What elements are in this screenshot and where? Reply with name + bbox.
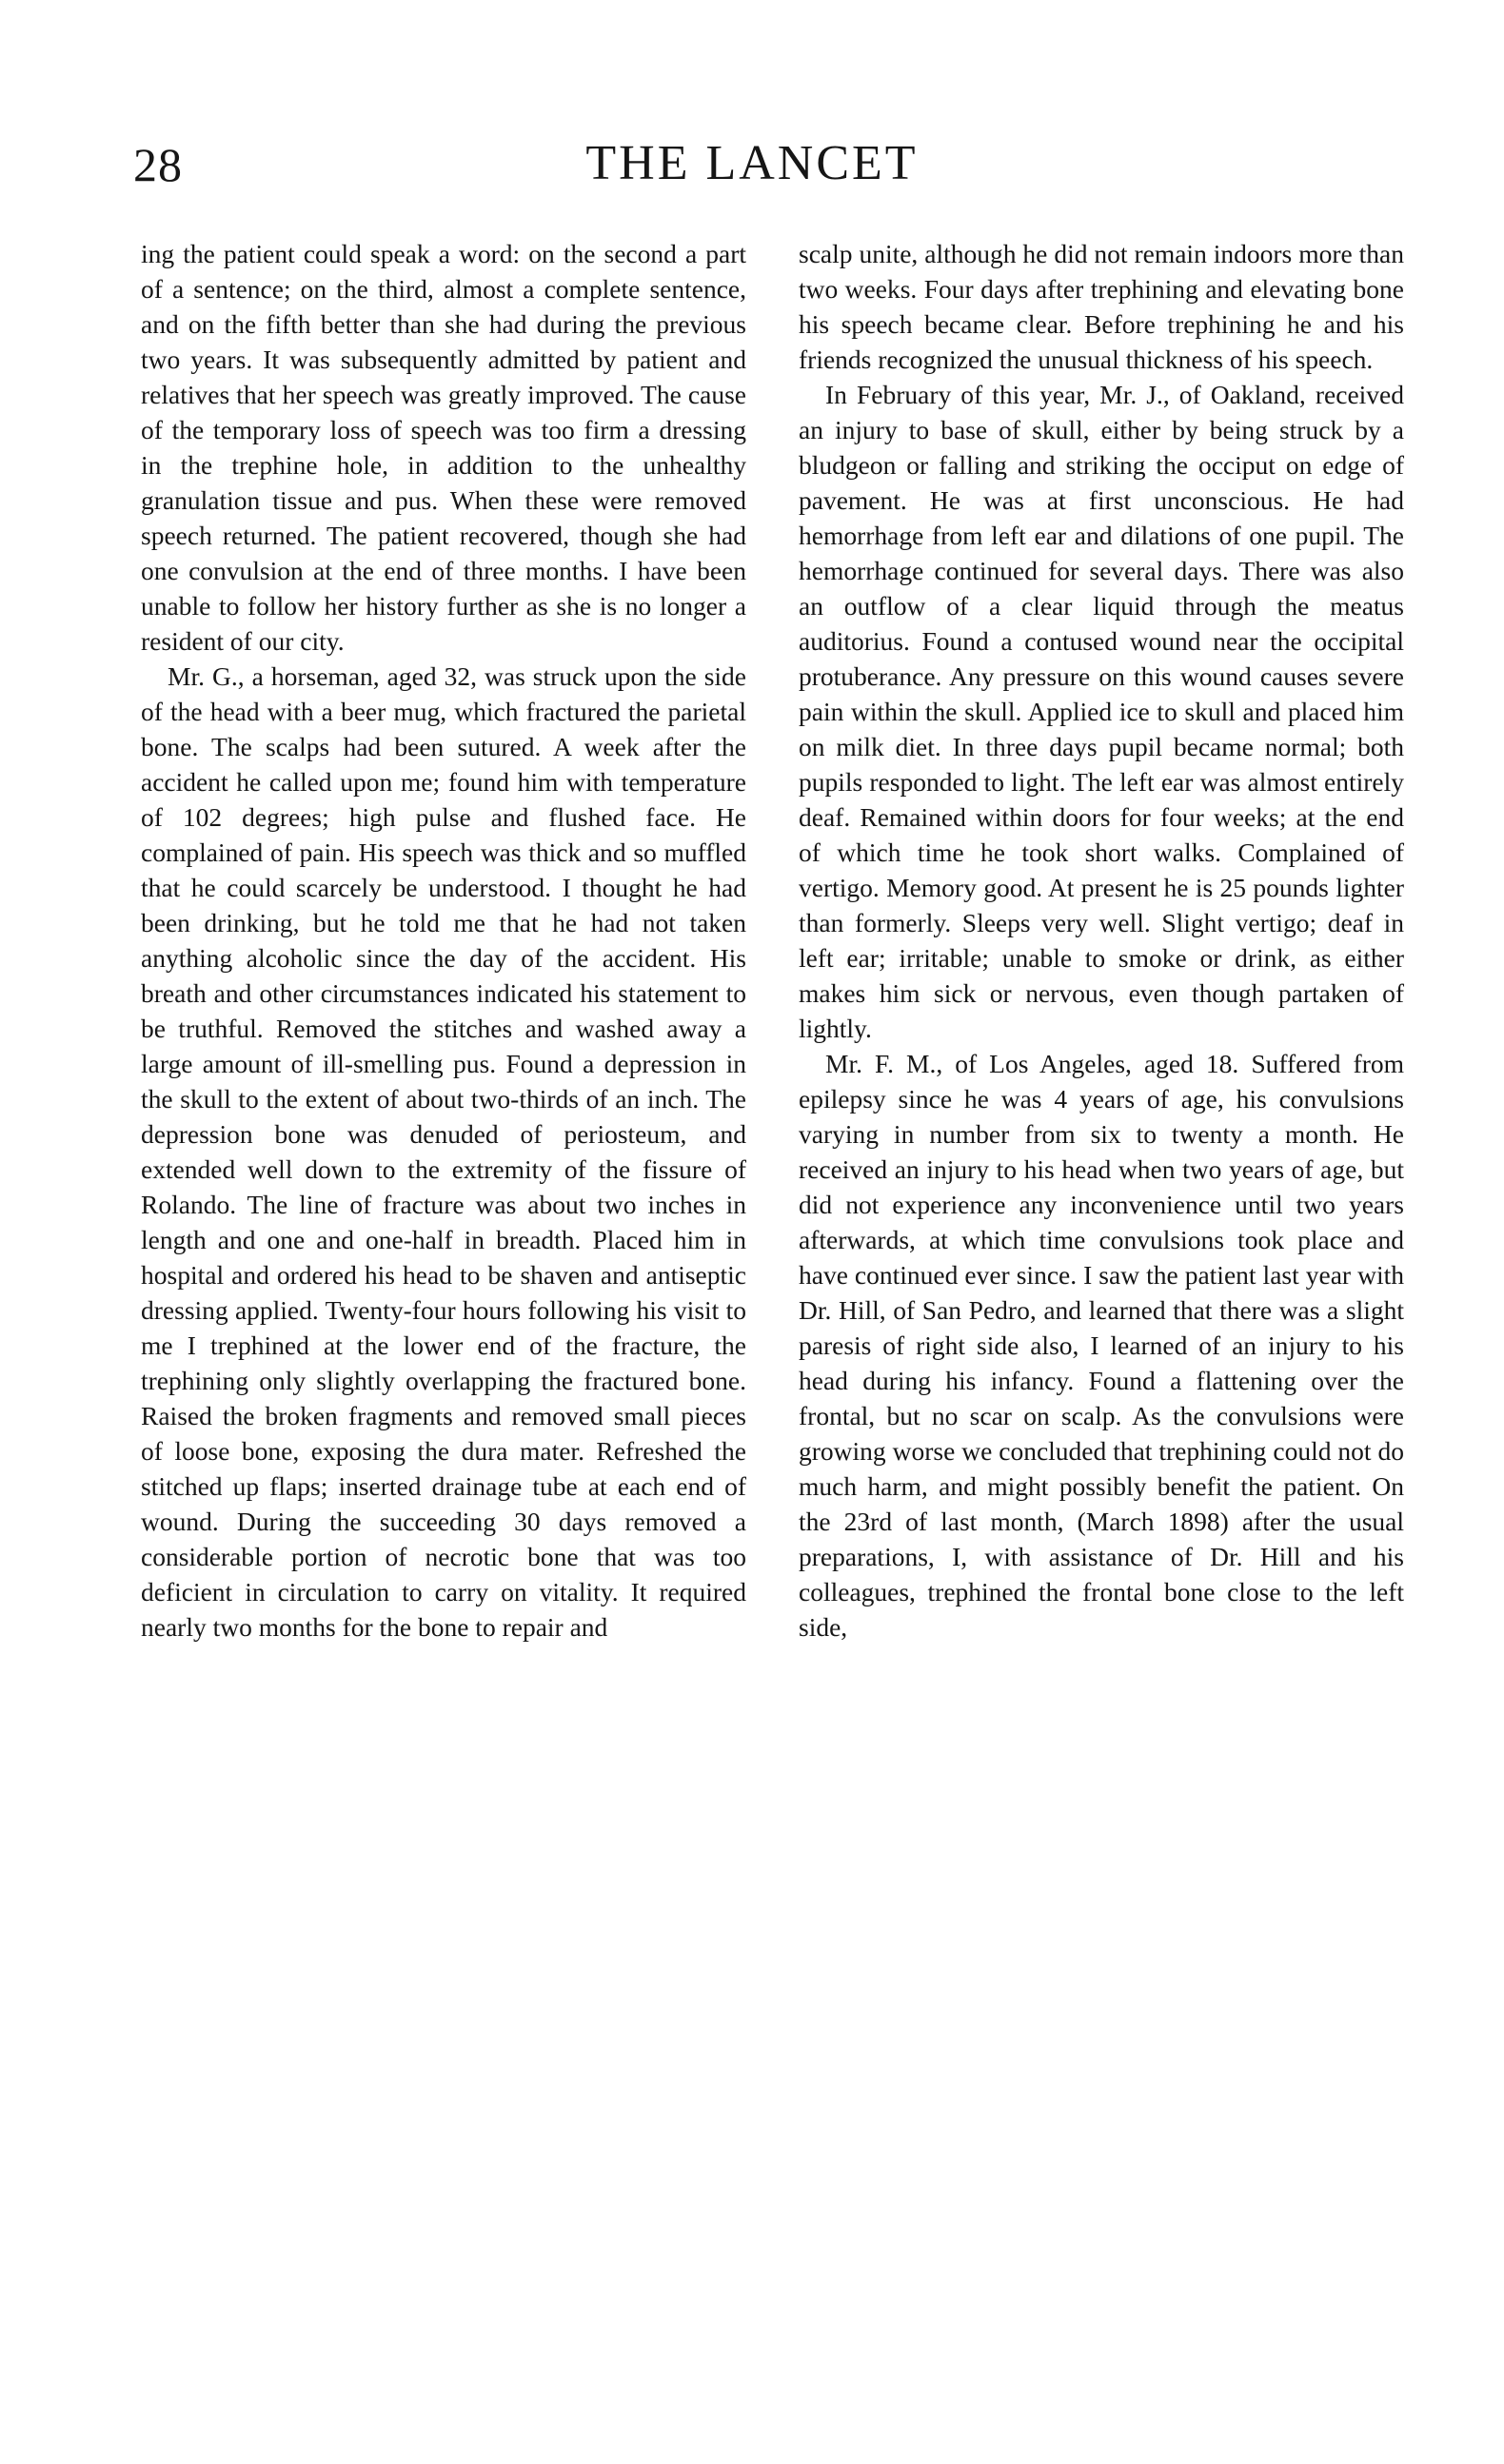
left-column [141,236,746,1645]
page-number: 28 [133,138,183,191]
running-head: THE LANCET [585,136,919,190]
paragraph: Mr. F. M., of Los Angeles, aged 18. Suffered from epilepsy since he was 4 years of age, his convulsions varying in number from six to twenty a month. He received an injury to his head when two years of age, but did not experience any inconvenience until two years afterwards, at which time convulsions took place and have continued ever since. I saw the patient last year with Dr. Hill, of San Pedro, and learned that there was a slight paresis of right side also, I learned of an injury to his head during his infancy. Found a flattening over the frontal, but no scar on scalp. As the convulsions were growing worse we concluded that trephining could not do much harm, and might possibly benefit the patient. On the 23rd of last month, (March 1898) after the usual preparations, I, with assistance of Dr. Hill and his colleagues, trephined the frontal bone close to the left side, [799,1049,1404,1642]
paragraph: scalp unite, although he did not remain indoors more than two weeks. Four days after trephining and elevating bone his speech became clear. Before trephining he and his friends recognized the unusual thickness of his speech. [799,239,1404,374]
paragraph: ing the patient could speak a word: on the second a part of a sentence; on the third, almost a complete sentence, and on the fifth better than she had during the previous two years. It was subsequently admitted by patient and relatives that her speech was greatly improved. The cause of the temporary loss of speech was too firm a dressing in the trephine hole, in addition to the unhealthy granulation tissue and pus. When these were removed speech returned. The patient recovered, though she had one convulsion at the end of three months. I have been unable to follow her history further as she is no longer a resident of our city. [141,239,746,656]
paragraph: In February of this year, Mr. J., of Oakland, received an injury to base of skull, either by being struck by a bludgeon or falling and striking the occiput on edge of pavement. He was at first unconscious. He had hemorrhage from left ear and dilations of one pupil. The hemorrhage continued for several days. There was also an outflow of a clear liquid through the meatus auditorius. Found a contused wound near the occipital protuberance. Any pressure on this wound causes severe pain within the skull. Applied ice to skull and placed him on milk diet. In three days pupil became normal; both pupils responded to light. The left ear was almost entirely deaf. Remained within doors for four weeks; at the end of which time he took short walks. Complained of vertigo. Memory good. At present he is 25 pounds lighter than formerly. Sleeps very well. Slight vertigo; deaf in left ear; irritable; unable to smoke or drink, as either makes him sick or nervous, even though partaken of lightly. [799,380,1404,1043]
right-column [799,236,1404,1645]
paragraph: Mr. G., a horseman, aged 32, was struck upon the side of the head with a beer mug, which fractured the parietal bone. The scalps had been sutured. A week after the accident he called upon me; found him with temperature of 102 degrees; high pulse and flushed face. He complained of pain. His speech was thick and so muffled that he could scarcely be understood. I thought he had been drinking, but he told me that he had not taken anything alcoholic since the day of the accident. His breath and other circumstances indicated his statement to be truthful. Removed the stitches and washed away a large amount of ill-smelling pus. Found a depression in the skull to the extent of about two-thirds of an inch. The depression bone was denuded of periosteum, and extended well down to the extremity of the fissure of Rolando. The line of fracture was about two inches in length and one and one-half in breadth. Placed him in hospital and ordered his head to be shaven and antiseptic dressing applied. Twenty-four hours following his visit to me I trephined at the lower end of the fracture, the trephining only slightly overlapping the fractured bone. Raised the broken fragments and removed small pieces of loose bone, exposing the dura mater. Refreshed the stitched up flaps; inserted drainage tube at each end of wound. During the succeeding 30 days removed a considerable portion of necrotic bone that was too deficient in circulation to carry on vitality. It required nearly two months for the bone to repair and [141,661,746,1642]
